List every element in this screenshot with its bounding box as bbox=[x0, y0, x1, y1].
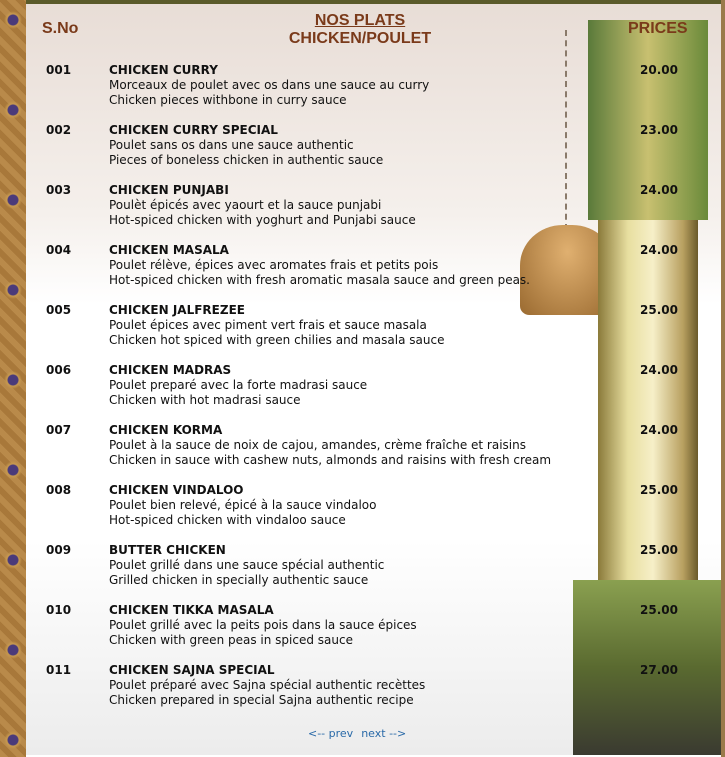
menu-item bbox=[0, 183, 725, 233]
menu-item bbox=[0, 63, 725, 113]
menu-item bbox=[0, 663, 725, 713]
item-description bbox=[109, 183, 416, 228]
item-name: CHICKEN KORMA bbox=[109, 423, 223, 437]
item-name: CHICKEN JALFREZEE bbox=[109, 303, 245, 317]
menu-item bbox=[0, 543, 725, 593]
item-price: 20.00 bbox=[640, 63, 678, 77]
menu-item bbox=[0, 123, 725, 173]
item-price: 25.00 bbox=[640, 603, 678, 617]
menu-item bbox=[0, 303, 725, 353]
menu-item bbox=[0, 603, 725, 653]
item-description bbox=[109, 63, 429, 108]
item-desc-fr: Poulet bien relevé, épicé à la sauce vindaloo bbox=[109, 498, 377, 512]
sno-header: S.No bbox=[42, 20, 79, 37]
item-number: 010 bbox=[46, 603, 72, 617]
item-name: CHICKEN MASALA bbox=[109, 243, 229, 257]
item-desc-en: Chicken pieces withbone in curry sauce bbox=[109, 93, 347, 107]
item-desc-en: Chicken in sauce with cashew nuts, almonds and raisins with fresh cream bbox=[109, 453, 552, 467]
item-description bbox=[109, 543, 384, 588]
item-name: CHICKEN SAJNA SPECIAL bbox=[109, 663, 275, 677]
item-desc-en: Pieces of boneless chicken in authentic sauce bbox=[109, 153, 384, 167]
item-desc-en: Chicken with green peas in spiced sauce bbox=[109, 633, 353, 647]
item-desc-en: Hot-spiced chicken with fresh aromatic masala sauce and green peas. bbox=[109, 273, 530, 287]
item-price: 24.00 bbox=[640, 243, 678, 257]
item-desc-en: Grilled chicken in specially authentic sauce bbox=[109, 573, 369, 587]
menu-item bbox=[0, 483, 725, 533]
item-desc-fr: Poulet à la sauce de noix de cajou, amandes, crème fraîche et raisins bbox=[109, 438, 526, 452]
item-desc-en: Hot-spiced chicken with yoghurt and Punjabi sauce bbox=[109, 213, 416, 227]
item-price: 24.00 bbox=[640, 363, 678, 377]
item-desc-fr: Morceaux de poulet avec os dans une sauce au curry bbox=[109, 78, 430, 92]
title-line1: NOS PLATS bbox=[314, 12, 406, 29]
item-price: 24.00 bbox=[640, 423, 678, 437]
item-name: CHICKEN MADRAS bbox=[109, 363, 232, 377]
item-desc-fr: Poulèt épicés avec yaourt et la sauce punjabi bbox=[109, 198, 382, 212]
item-desc-fr: Poulet rélève, épices avec aromates frais et petits pois bbox=[109, 258, 439, 272]
item-description bbox=[109, 243, 530, 288]
item-description bbox=[109, 603, 417, 648]
item-number: 006 bbox=[46, 363, 72, 377]
menu-item bbox=[0, 243, 725, 293]
item-name: BUTTER CHICKEN bbox=[109, 543, 226, 557]
next-link[interactable]: next --> bbox=[361, 727, 407, 740]
pagination bbox=[308, 727, 414, 740]
item-number: 008 bbox=[46, 483, 72, 497]
item-desc-en: Chicken with hot madrasi sauce bbox=[109, 393, 301, 407]
item-number: 011 bbox=[46, 663, 72, 677]
item-price: 23.00 bbox=[640, 123, 678, 137]
item-description bbox=[109, 663, 425, 708]
item-desc-fr: Poulet sans os dans une sauce authentic bbox=[109, 138, 354, 152]
item-price: 25.00 bbox=[640, 483, 678, 497]
item-number: 009 bbox=[46, 543, 72, 557]
item-desc-fr: Poulet épices avec piment vert frais et sauce masala bbox=[109, 318, 427, 332]
page-title bbox=[230, 12, 490, 48]
prices-header: PRICES bbox=[628, 20, 688, 37]
item-description bbox=[109, 363, 367, 408]
item-desc-en: Chicken prepared in special Sajna authentic recipe bbox=[109, 693, 414, 707]
item-description bbox=[109, 303, 444, 348]
item-name: CHICKEN CURRY SPECIAL bbox=[109, 123, 278, 137]
item-number: 007 bbox=[46, 423, 72, 437]
menu-item bbox=[0, 363, 725, 413]
item-name: CHICKEN TIKKA MASALA bbox=[109, 603, 274, 617]
item-desc-fr: Poulet preparé avec la forte madrasi sauce bbox=[109, 378, 368, 392]
item-desc-fr: Poulet préparé avec Sajna spécial authentic recèttes bbox=[109, 678, 426, 692]
item-name: CHICKEN CURRY bbox=[109, 63, 218, 77]
prev-link[interactable]: <-- prev bbox=[308, 727, 354, 740]
item-desc-fr: Poulet grillé avec la peits pois dans la sauce épices bbox=[109, 618, 417, 632]
title-line2: CHICKEN/POULET bbox=[288, 30, 432, 47]
item-price: 24.00 bbox=[640, 183, 678, 197]
item-number: 004 bbox=[46, 243, 72, 257]
menu-item bbox=[0, 423, 725, 473]
item-name: CHICKEN VINDALOO bbox=[109, 483, 244, 497]
item-desc-en: Hot-spiced chicken with vindaloo sauce bbox=[109, 513, 346, 527]
item-number: 005 bbox=[46, 303, 72, 317]
item-price: 25.00 bbox=[640, 543, 678, 557]
item-description bbox=[109, 483, 376, 528]
item-name: CHICKEN PUNJABI bbox=[109, 183, 229, 197]
item-number: 002 bbox=[46, 123, 72, 137]
item-description bbox=[109, 123, 383, 168]
item-price: 25.00 bbox=[640, 303, 678, 317]
item-desc-en: Chicken hot spiced with green chilies and masala sauce bbox=[109, 333, 445, 347]
item-number: 003 bbox=[46, 183, 72, 197]
item-number: 001 bbox=[46, 63, 72, 77]
item-price: 27.00 bbox=[640, 663, 678, 677]
item-description bbox=[109, 423, 551, 468]
item-desc-fr: Poulet grillé dans une sauce spécial authentic bbox=[109, 558, 385, 572]
